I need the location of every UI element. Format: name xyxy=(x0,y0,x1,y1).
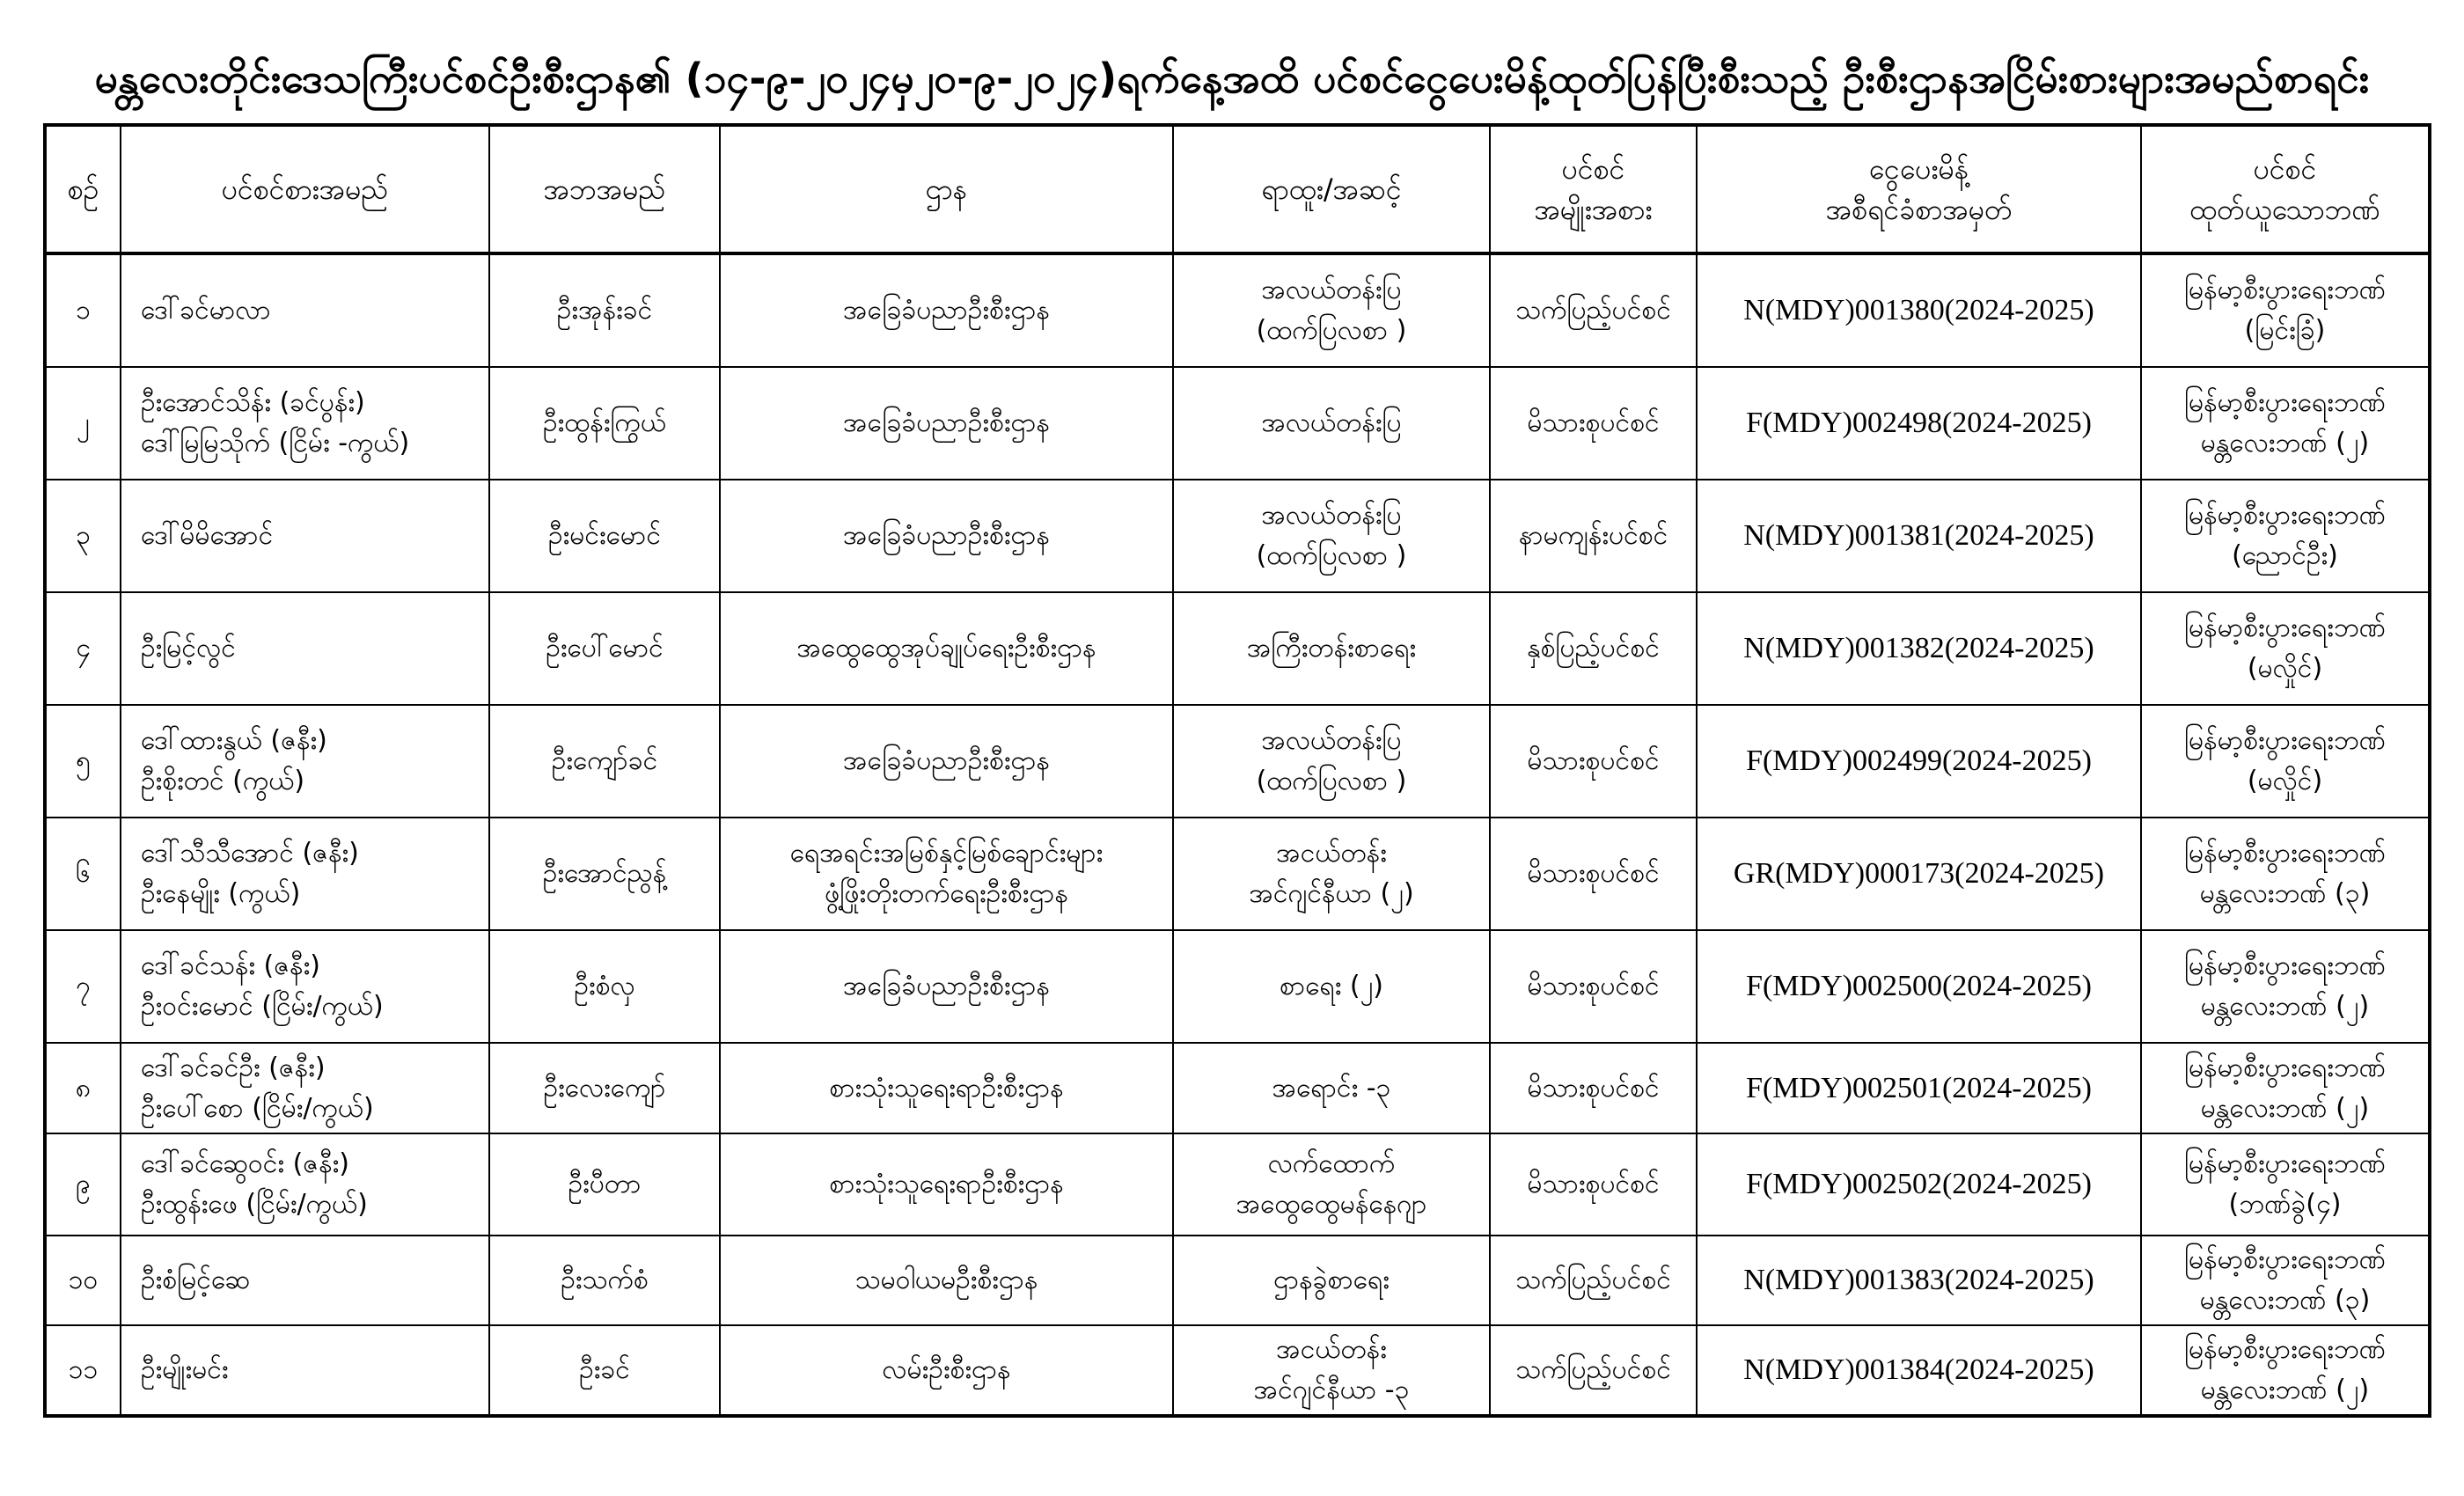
cell-pensioner-name xyxy=(121,253,489,367)
cell-rank xyxy=(1173,930,1490,1043)
cell-bank xyxy=(2141,367,2430,480)
cell-pensioner-name-line: ဦးစံမြင့်ဆေ xyxy=(141,1265,251,1295)
cell-rank xyxy=(1173,1043,1490,1133)
cell-rank-line: အငယ်တန်း xyxy=(1276,1334,1387,1365)
cell-pension-type: သက်ပြည့်ပင်စင် xyxy=(1490,1325,1697,1416)
header-label: ရာထူး/အဆင့် xyxy=(1261,172,1402,206)
cell-department-line: လမ်းဦးစီးဌာန xyxy=(882,1354,1011,1385)
cell-rank-line: ဌာနခွဲစာရေး xyxy=(1273,1265,1390,1295)
cell-bank xyxy=(2141,705,2430,818)
cell-pension-type: သက်ပြည့်ပင်စင် xyxy=(1490,253,1697,367)
table-body xyxy=(45,253,2430,1416)
table-row xyxy=(45,705,2430,818)
header-row xyxy=(45,125,2430,253)
cell-rank xyxy=(1173,253,1490,367)
cell-pension-type: မိသားစုပင်စင် xyxy=(1490,367,1697,480)
cell-department-line: အခြေခံပညာဦးစီးဌာန xyxy=(843,745,1050,776)
cell-department xyxy=(720,1236,1173,1325)
cell-serial-number: ၂ xyxy=(45,367,121,480)
table-row xyxy=(45,1043,2430,1133)
header-label: ပင်စင် xyxy=(1561,152,1625,186)
cell-rank xyxy=(1173,1236,1490,1325)
cell-rank xyxy=(1173,592,1490,705)
cell-pensioner-name-line: ဒေါ်မိမိအောင် xyxy=(141,520,274,551)
cell-father-name: ဦးပီတာ xyxy=(489,1133,720,1236)
cell-serial-number: ၁ xyxy=(45,253,121,367)
table-row xyxy=(45,253,2430,367)
cell-order-number: F(MDY)002500(2024-2025) xyxy=(1697,930,2141,1043)
header-bank xyxy=(2141,125,2430,253)
table-row xyxy=(45,367,2430,480)
cell-pensioner-name xyxy=(121,1236,489,1325)
cell-department xyxy=(720,592,1173,705)
cell-pensioner-name-line: ဒေါ်ခင်ခင်ဦး (ဇနီး) xyxy=(141,1052,326,1083)
cell-pensioner-name-line: ဒေါ်ထားနွယ် (ဇနီး) xyxy=(141,725,327,756)
header-label: အစီရင်ခံစာအမှတ် xyxy=(1825,193,2013,226)
header-label: ဌာန xyxy=(925,172,968,206)
cell-rank xyxy=(1173,1133,1490,1236)
cell-pensioner-name-line: ဦးစိုးတင် (ကွယ်) xyxy=(141,766,305,796)
cell-rank-line: အင်ဂျင်နီယာ (၂) xyxy=(1249,878,1414,909)
cell-pensioner-name xyxy=(121,367,489,480)
header-label: အဘအမည် xyxy=(543,172,666,206)
cell-department xyxy=(720,930,1173,1043)
cell-rank-line: လက်ထောက် xyxy=(1267,1148,1396,1179)
cell-bank xyxy=(2141,818,2430,930)
cell-order-number: F(MDY)002499(2024-2025) xyxy=(1697,705,2141,818)
cell-department xyxy=(720,1325,1173,1416)
cell-pension-type: မိသားစုပင်စင် xyxy=(1490,705,1697,818)
cell-bank xyxy=(2141,1133,2430,1236)
header-pensioner-name xyxy=(121,125,489,253)
cell-bank xyxy=(2141,1325,2430,1416)
cell-pensioner-name-line: ဦးပေါ်စော (ငြိမ်း/ကွယ်) xyxy=(141,1092,374,1124)
cell-pension-type: နှစ်ပြည့်ပင်စင် xyxy=(1490,592,1697,705)
cell-pensioner-name xyxy=(121,1325,489,1416)
cell-pensioner-name xyxy=(121,818,489,930)
cell-rank-line: (ထက်ပြလစာ ) xyxy=(1256,766,1407,796)
cell-father-name: ဦးခင် xyxy=(489,1325,720,1416)
cell-bank-line: မန္တလေးဘဏ် (၂) xyxy=(2200,991,2370,1022)
cell-bank-line: မြန်မာ့စီးပွားရေးဘဏ် xyxy=(2184,387,2386,418)
header-label: စဉ် xyxy=(67,172,99,206)
cell-department-line: စားသုံးသူရေးရာဦးစီးဌာန xyxy=(829,1072,1064,1104)
cell-order-number: N(MDY)001383(2024-2025) xyxy=(1697,1236,2141,1325)
cell-father-name: ဦးအောင်ညွန့် xyxy=(489,818,720,930)
cell-order-number: N(MDY)001384(2024-2025) xyxy=(1697,1325,2141,1416)
cell-pensioner-name-line: ဦးမျိုးမင်း xyxy=(141,1354,229,1385)
cell-order-number: GR(MDY)000173(2024-2025) xyxy=(1697,818,2141,930)
cell-pensioner-name-line: ဦးထွန်းဖေ (ငြိမ်း/ကွယ်) xyxy=(141,1189,368,1220)
cell-rank xyxy=(1173,367,1490,480)
cell-pensioner-name-line: ဒေါ်သီသီအောင် (ဇနီး) xyxy=(141,838,359,869)
cell-rank xyxy=(1173,1325,1490,1416)
cell-bank xyxy=(2141,930,2430,1043)
header-label: ပင်စင်စားအမည် xyxy=(221,172,389,206)
cell-rank-line: အရောင်း -၃ xyxy=(1272,1072,1391,1104)
cell-bank-line: မန္တလေးဘဏ် (၃) xyxy=(2199,878,2371,909)
cell-bank xyxy=(2141,480,2430,592)
cell-rank-line: အငယ်တန်း xyxy=(1276,838,1387,869)
cell-bank-line: မြန်မာ့စီးပွားရေးဘဏ် xyxy=(2184,950,2386,981)
cell-pensioner-name xyxy=(121,1133,489,1236)
cell-department xyxy=(720,1133,1173,1236)
cell-rank-line: စာရေး (၂) xyxy=(1279,971,1384,1001)
table-row xyxy=(45,818,2430,930)
header-label: ငွေပေးမိန့် xyxy=(1868,152,1969,186)
cell-pensioner-name xyxy=(121,930,489,1043)
cell-pensioner-name-line: ဒေါ်မြမြသိုက် (ငြိမ်း -ကွယ်) xyxy=(141,428,410,458)
pensioners-table xyxy=(43,123,2431,1418)
cell-father-name: ဦးသက်စံ xyxy=(489,1236,720,1325)
cell-serial-number: ၇ xyxy=(45,930,121,1043)
header-rank xyxy=(1173,125,1490,253)
cell-department xyxy=(720,367,1173,480)
cell-bank xyxy=(2141,592,2430,705)
cell-department xyxy=(720,1043,1173,1133)
cell-serial-number: ၉ xyxy=(45,1133,121,1236)
table-row xyxy=(45,1236,2430,1325)
cell-pension-type: နာမကျန်းပင်စင် xyxy=(1490,480,1697,592)
cell-pension-type: မိသားစုပင်စင် xyxy=(1490,930,1697,1043)
cell-serial-number: ၄ xyxy=(45,592,121,705)
cell-bank-line: (မလှိုင်) xyxy=(2247,653,2323,684)
header-label: ထုတ်ယူသောဘဏ် xyxy=(2189,193,2380,226)
cell-pensioner-name xyxy=(121,480,489,592)
cell-father-name: ဦးအုန်းခင် xyxy=(489,253,720,367)
cell-department xyxy=(720,253,1173,367)
cell-pension-type: မိသားစုပင်စင် xyxy=(1490,1133,1697,1236)
cell-serial-number: ၁၁ xyxy=(45,1325,121,1416)
cell-department-line: အခြေခံပညာဦးစီးဌာန xyxy=(843,971,1050,1001)
cell-pensioner-name-line: ဒေါ်ခင်မာလာ xyxy=(141,295,271,326)
cell-department-line: ဖွံ့ဖြိုးတိုးတက်ရေးဦးစီးဌာန xyxy=(825,878,1068,909)
header-father-name xyxy=(489,125,720,253)
cell-pensioner-name-line: ဦးအောင်သိန်း (ခင်ပွန်း) xyxy=(141,387,365,418)
cell-order-number: N(MDY)001381(2024-2025) xyxy=(1697,480,2141,592)
cell-serial-number: ၅ xyxy=(45,705,121,818)
cell-bank-line: မြန်မာ့စီးပွားရေးဘဏ် xyxy=(2184,1148,2386,1179)
header-order-number xyxy=(1697,125,2141,253)
cell-department xyxy=(720,818,1173,930)
table-row xyxy=(45,480,2430,592)
cell-bank-line: (မလှိုင်) xyxy=(2247,766,2323,796)
header-department xyxy=(720,125,1173,253)
cell-department-line: အခြေခံပညာဦးစီးဌာန xyxy=(843,407,1050,438)
cell-rank-line: အလယ်တန်းပြ xyxy=(1261,275,1402,305)
cell-bank-line: မြန်မာ့စီးပွားရေးဘဏ် xyxy=(2184,1244,2386,1275)
header-label: အမျိုးအစား xyxy=(1534,193,1653,226)
header-no xyxy=(45,125,121,253)
cell-department-line: စားသုံးသူရေးရာဦးစီးဌာန xyxy=(829,1169,1064,1199)
cell-father-name: ဦးစံလှ xyxy=(489,930,720,1043)
cell-rank xyxy=(1173,705,1490,818)
cell-serial-number: ၁၀ xyxy=(45,1236,121,1325)
cell-pensioner-name-line: ဦးမြင့်လွင် xyxy=(141,633,236,664)
cell-bank-line: မြန်မာ့စီးပွားရေးဘဏ် xyxy=(2184,612,2386,643)
cell-bank-line: (ဘဏ်ခွဲ(၄) xyxy=(2228,1189,2342,1220)
cell-bank-line: မန္တလေးဘဏ် (၂) xyxy=(2200,1092,2370,1124)
cell-serial-number: ၆ xyxy=(45,818,121,930)
cell-bank xyxy=(2141,1043,2430,1133)
cell-bank-line: မြန်မာ့စီးပွားရေးဘဏ် xyxy=(2184,500,2386,531)
cell-department-line: ရေအရင်းအမြစ်နှင့်မြစ်ချောင်းများ xyxy=(789,838,1104,869)
cell-department xyxy=(720,480,1173,592)
cell-department xyxy=(720,705,1173,818)
cell-pensioner-name-line: ဒေါ်ခင်သန်း (ဇနီး) xyxy=(141,950,320,981)
cell-bank xyxy=(2141,253,2430,367)
table-row xyxy=(45,592,2430,705)
cell-bank-line: (မြင်းခြံ) xyxy=(2244,315,2326,346)
cell-order-number: F(MDY)002501(2024-2025) xyxy=(1697,1043,2141,1133)
cell-father-name: ဦးကျော်ခင် xyxy=(489,705,720,818)
cell-department-line: အခြေခံပညာဦးစီးဌာန xyxy=(843,295,1050,326)
cell-department-line: သမဝါယမဦးစီးဌာန xyxy=(854,1265,1038,1295)
cell-pensioner-name xyxy=(121,592,489,705)
header-pension-type xyxy=(1490,125,1697,253)
cell-department-line: အထွေထွေအုပ်ချုပ်ရေးဦးစီးဌာန xyxy=(796,633,1096,664)
cell-order-number: F(MDY)002498(2024-2025) xyxy=(1697,367,2141,480)
pensioners-table-container xyxy=(43,123,2428,1418)
cell-order-number: N(MDY)001380(2024-2025) xyxy=(1697,253,2141,367)
document-title: မန္တလေးတိုင်းဒေသကြီးပင်စင်ဦးစီးဌာန၏ (၁၄-၉-၂၀၂၄မှ၂၀-၉-၂၀၂၄)ရက်နေ့အထိ ပင်စင်ငွေပေးမိန့်ထုတ်ပြန်ပြီးစီးသည့် ဦးစီးဌာနအငြိမ်းစားများအမည်စာရင်း xyxy=(94,55,2370,102)
cell-pensioner-name xyxy=(121,1043,489,1133)
cell-rank-line: အလယ်တန်းပြ xyxy=(1261,725,1402,756)
cell-serial-number: ၃ xyxy=(45,480,121,592)
cell-order-number: N(MDY)001382(2024-2025) xyxy=(1697,592,2141,705)
cell-father-name: ဦးလေးကျော် xyxy=(489,1043,720,1133)
cell-pension-type: မိသားစုပင်စင် xyxy=(1490,818,1697,930)
cell-rank-line: အင်ဂျင်နီယာ -၃ xyxy=(1253,1375,1410,1405)
cell-father-name: ဦးထွန်းကြွယ် xyxy=(489,367,720,480)
cell-serial-number: ၈ xyxy=(45,1043,121,1133)
cell-pensioner-name-line: ဦးနေမျိုး (ကွယ်) xyxy=(141,878,301,909)
cell-bank-line: မြန်မာ့စီးပွားရေးဘဏ် xyxy=(2184,1052,2386,1083)
header-label: ပင်စင် xyxy=(2253,152,2317,186)
cell-rank xyxy=(1173,818,1490,930)
cell-bank-line: မြန်မာ့စီးပွားရေးဘဏ် xyxy=(2184,1334,2386,1365)
cell-bank-line: မန္တလေးဘဏ် (၃) xyxy=(2199,1285,2371,1316)
cell-pension-type: သက်ပြည့်ပင်စင် xyxy=(1490,1236,1697,1325)
cell-rank xyxy=(1173,480,1490,592)
cell-order-number: F(MDY)002502(2024-2025) xyxy=(1697,1133,2141,1236)
cell-bank-line: မန္တလေးဘဏ် (၂) xyxy=(2200,428,2370,458)
cell-bank xyxy=(2141,1236,2430,1325)
cell-rank-line: (ထက်ပြလစာ ) xyxy=(1256,540,1407,571)
cell-rank-line: (ထက်ပြလစာ ) xyxy=(1256,315,1407,346)
cell-bank-line: မြန်မာ့စီးပွားရေးဘဏ် xyxy=(2184,275,2386,305)
table-row xyxy=(45,1133,2430,1236)
cell-bank-line: မြန်မာ့စီးပွားရေးဘဏ် xyxy=(2184,725,2386,756)
cell-rank-line: အလယ်တန်းပြ xyxy=(1261,500,1402,531)
cell-pensioner-name xyxy=(121,705,489,818)
cell-rank-line: အလယ်တန်းပြ xyxy=(1261,407,1402,438)
cell-department-line: အခြေခံပညာဦးစီးဌာန xyxy=(843,520,1050,551)
cell-father-name: ဦးမင်းမောင် xyxy=(489,480,720,592)
cell-pensioner-name-line: ဒေါ်ခင်ဆွေဝင်း (ဇနီး) xyxy=(141,1148,349,1179)
cell-rank-line: အကြီးတန်းစာရေး xyxy=(1246,633,1417,664)
table-row xyxy=(45,1325,2430,1416)
cell-father-name: ဦးပေါ်မောင် xyxy=(489,592,720,705)
cell-rank-line: အထွေထွေမန်နေဂျာ xyxy=(1236,1189,1427,1220)
table-row xyxy=(45,930,2430,1043)
cell-bank-line: (ညောင်ဦး) xyxy=(2232,540,2338,571)
cell-bank-line: မန္တလေးဘဏ် (၂) xyxy=(2200,1375,2370,1405)
cell-pensioner-name-line: ဦးဝင်းမောင် (ငြိမ်း/ကွယ်) xyxy=(141,991,384,1022)
cell-pension-type: မိသားစုပင်စင် xyxy=(1490,1043,1697,1133)
cell-bank-line: မြန်မာ့စီးပွားရေးဘဏ် xyxy=(2184,838,2386,869)
